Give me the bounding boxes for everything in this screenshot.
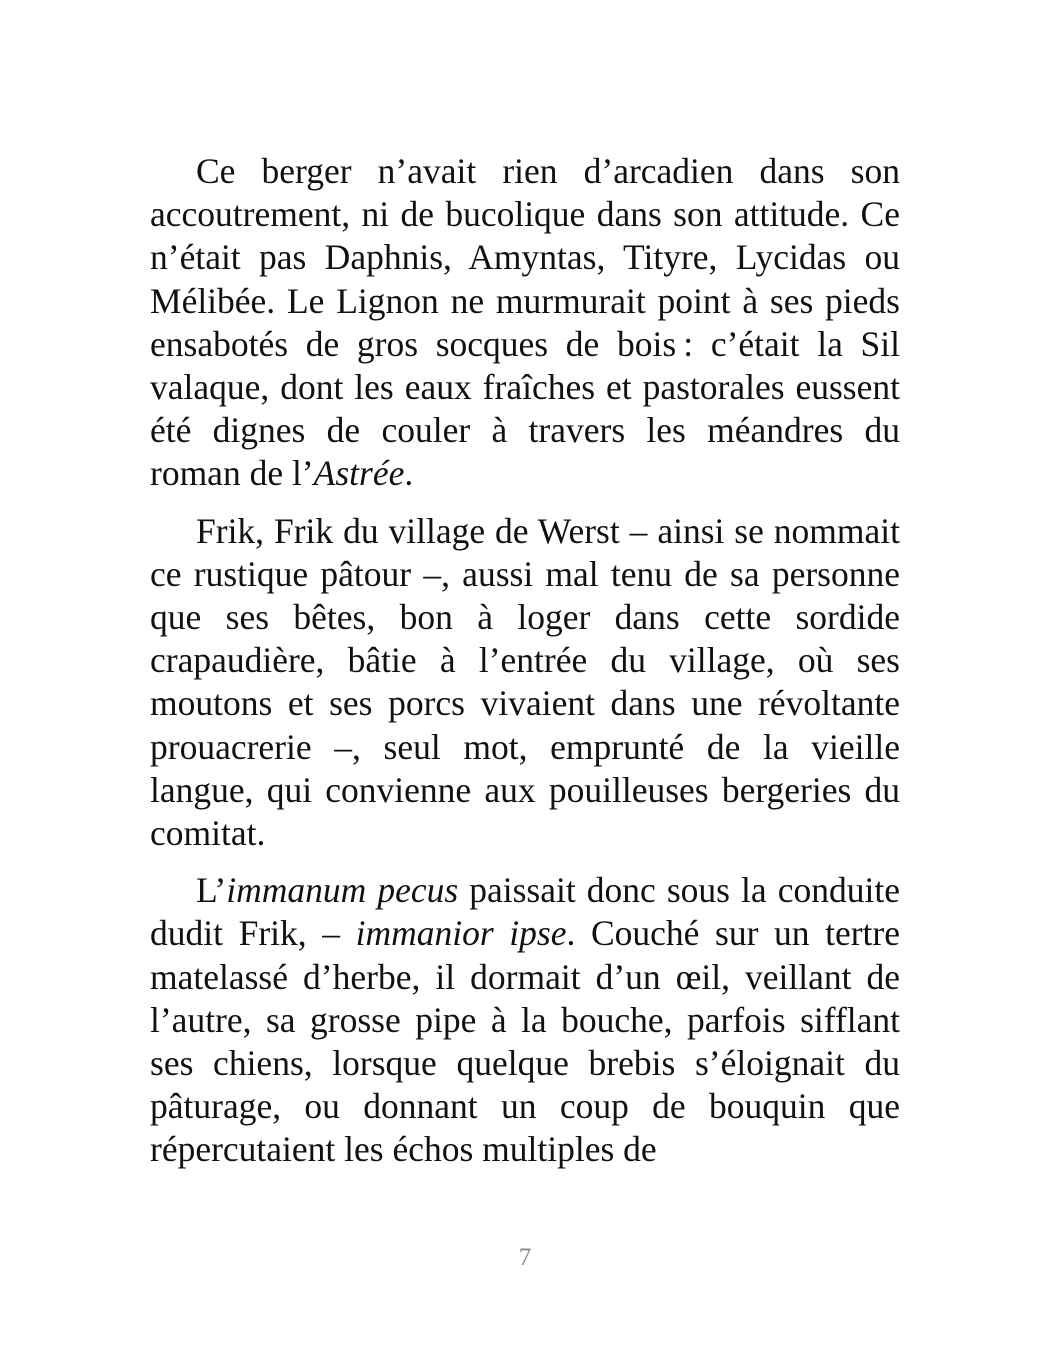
- italic-phrase-immanior-ipse: immanior ipse: [355, 913, 567, 954]
- paragraph-text: Ce berger n’avait rien d’arcadien dans son accoutrement, ni de bucolique dans son attitude. Ce n’était pas Daphnis, Amyntas, Tityre, Lycidas ou Mélibée. Le Lignon ne murmurait point à ses pieds ensabotés de gros socques de bois : c’était la Sil valaque, dont les eaux fraîches et pastorales eussent été dignes de couler à travers les méandres du roman de l’: [150, 151, 900, 494]
- paragraph-text: paissait donc sous la conduite dudit Frik, –: [150, 870, 900, 954]
- page-number: 7: [518, 1244, 532, 1271]
- page-body: [150, 150, 900, 1186]
- paragraph-text: .: [404, 453, 414, 494]
- paragraph-1: [150, 150, 900, 496]
- paragraph-text: Frik, Frik du village de Werst – ainsi se nommait ce rustique pâtour –, aussi mal tenu de sa personne que ses bêtes, bon à loger dans cette sordide crapaudière, bâtie à l’entrée du village, où ses moutons et ses porcs vivaient dans une révoltante prouacrerie –, seul mot, emprunté de la vieille langue, qui convienne aux pouilleuses bergeries du comitat.: [150, 510, 900, 854]
- paragraph-text: . Couché sur un tertre matelassé d’herbe, il dormait d’un œil, veillant de l’autre, sa grosse pipe à la bouche, parfois sifflant ses chiens, lorsque quelque brebis s’éloignait du pâturage, ou donnant un coup de bouquin que répercutaient les échos multiples de: [150, 913, 900, 1170]
- italic-phrase-immanum-pecus: immanum pecus: [226, 870, 459, 911]
- paragraph-text: L’: [196, 870, 227, 911]
- paragraph-2: [150, 510, 900, 856]
- paragraph-3: [150, 869, 900, 1171]
- italic-title-astree: Astrée: [313, 453, 405, 494]
